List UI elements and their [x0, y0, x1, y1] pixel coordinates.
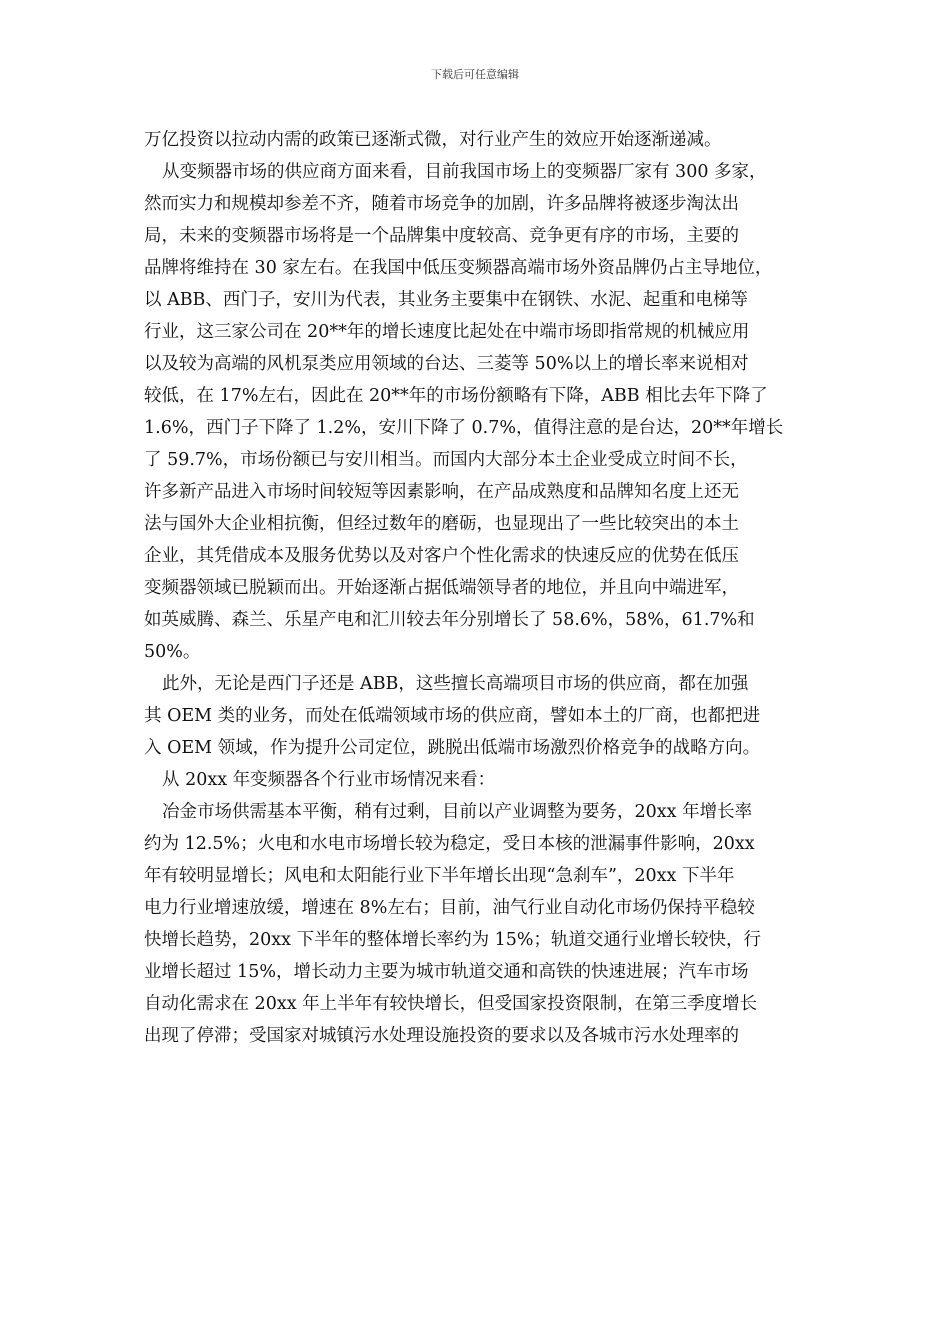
paragraph-start-line: 从变频器市场的供应商方面来看，目前我国市场上的变频器厂家有 300 多家， [162, 162, 767, 182]
text-line: 许多新产品进入市场时间较短等因素影响，在产品成熟度和品牌知名度上还无 [144, 482, 739, 502]
text-line: 其 OEM 类的业务，而处在低端领域市场的供应商，譬如本土的厂商，也都把进 [144, 706, 761, 726]
page-header: 下载后可任意编辑 [431, 68, 519, 81]
text-line: 变频器领域已脱颖而出。开始逐渐占据低端领导者的地位，并且向中端进军， [144, 578, 739, 598]
text-line: 以 ABB、西门子，安川为代表，其业务主要集中在钢铁、水泥、起重和电梯等 [144, 290, 748, 310]
text-line: 品牌将维持在 30 家左右。在我国中低压变频器高端市场外资品牌仍占主导地位， [144, 258, 773, 278]
text-line: 出现了停滞；受国家对城镇污水处理设施投资的要求以及各城市污水处理率的 [144, 1026, 739, 1046]
text-line: 年有较明显增长；风电和太阳能行业下半年增长出现“急刹车”，20xx 下半年 [144, 866, 735, 886]
text-line: 企业，其凭借成本及服务优势以及对客户个性化需求的快速反应的优势在低压 [144, 546, 739, 566]
paragraph-start-line: 此外，无论是西门子还是 ABB，这些擅长高端项目市场的供应商，都在加强 [162, 674, 749, 694]
text-line: 了 59.7%，市场份额已与安川相当。而国内大部分本土企业受成立时间不长， [144, 450, 748, 470]
text-line: 法与国外大企业相抗衡，但经过数年的磨砺，也显现出了一些比较突出的本土 [144, 514, 739, 534]
text-line: 50%。 [144, 642, 201, 662]
text-line: 入 OEM 领域，作为提升公司定位，跳脱出低端市场激烈价格竞争的战略方向。 [144, 738, 761, 758]
text-line: 1.6%，西门子下降了 1.2%，安川下降了 0.7%，值得注意的是台达，20**年增长 [144, 418, 784, 438]
text-line: 行业，这三家公司在 20**年的增长速度比起处在中端市场即指常规的机械应用 [144, 322, 750, 342]
text-line: 较低，在 17%左右，因此在 20**年的市场份额略有下降，ABB 相比去年下降了 [144, 386, 768, 406]
document-body [144, 124, 844, 1052]
text-line: 万亿投资以拉动内需的政策已逐渐式微，对行业产生的效应开始逐渐递减。 [144, 130, 722, 150]
paragraph-start-line: 冶金市场供需基本平衡，稍有过剩，目前以产业调整为要务，20xx 年增长率 [162, 802, 753, 822]
text-line: 然而实力和规模却参差不齐，随着市场竞争的加剧，许多品牌将被逐步淘汰出 [144, 194, 739, 214]
paragraph-start-line: 从 20xx 年变频器各个行业市场情况来看： [162, 770, 496, 790]
text-line: 业增长超过 15%，增长动力主要为城市轨道交通和高铁的快速进展；汽车市场 [144, 962, 749, 982]
text-line: 约为 12.5%；火电和水电市场增长较为稳定，受日本核的泄漏事件影响，20xx [144, 834, 755, 854]
text-line: 局，未来的变频器市场将是一个品牌集中度较高、竞争更有序的市场，主要的 [144, 226, 739, 246]
text-line: 快增长趋势，20xx 下半年的整体增长率约为 15%；轨道交通行业增长较快，行 [144, 930, 762, 950]
text-line: 自动化需求在 20xx 年上半年有较快增长，但受国家投资限制，在第三季度增长 [144, 994, 758, 1014]
text-line: 如英威腾、森兰、乐星产电和汇川较去年分别增长了 58.6%，58%，61.7%和 [144, 610, 755, 630]
text-line: 电力行业增速放缓，增速在 8%左右；目前，油气行业自动化市场仍保持平稳较 [144, 898, 755, 918]
text-line: 以及较为高端的风机泵类应用领域的台达、三菱等 50%以上的增长率来说相对 [144, 354, 749, 374]
